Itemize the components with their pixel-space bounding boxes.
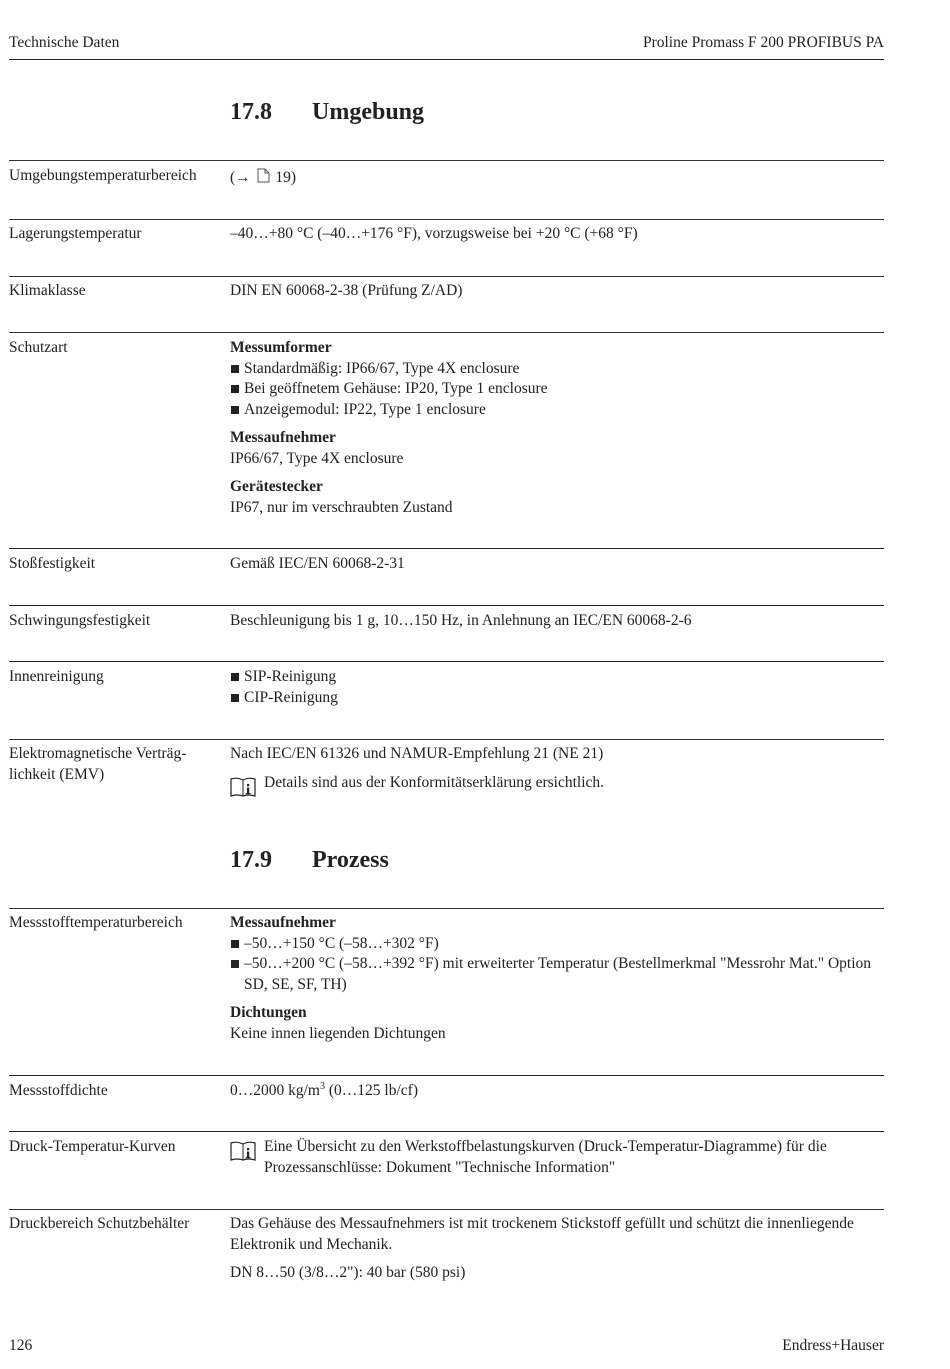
row-divider [9, 661, 884, 662]
header-doc-section: Technische Daten [9, 34, 120, 51]
row-label-stossfestigkeit: Stoßfestigkeit [9, 555, 96, 572]
page-number: 126 [9, 1337, 33, 1354]
subheading-messumformer: Messumformer [230, 339, 332, 356]
row-label-druck-temperatur-kurven: Druck-Temperatur-Kurven [9, 1138, 176, 1155]
row-label-schutzart: Schutzart [9, 339, 68, 356]
row-value-druck-temperatur-kurven [230, 1137, 890, 1178]
book-info-icon [230, 776, 256, 797]
row-value-druckbereich-schutzbehaelter [230, 1214, 870, 1284]
density-imperial: (0…125 lb/cf) [325, 1082, 418, 1099]
row-divider [9, 276, 884, 277]
row-value-lagerungstemperatur: –40…+80 °C (–40…+176 °F), vorzugsweise bei +20 °C (+68 °F) [230, 225, 638, 242]
row-divider [9, 739, 884, 740]
list-item: Standardmäßig: IP66/67, Type 4X enclosure [230, 359, 890, 380]
list-item: –50…+200 °C (–58…+392 °F) mit erweiterter Temperatur (Bestellmerkmal "Messrohr Mat." Option SD, SE, SF, TH) [230, 954, 890, 995]
page-reference-number: 19) [275, 169, 297, 186]
list-item: CIP-Reinigung [230, 688, 890, 709]
list-item: Bei geöffnetem Gehäuse: IP20, Type 1 enclosure [230, 379, 890, 400]
row-divider [9, 548, 884, 549]
text-messaufnehmer: IP66/67, Type 4X enclosure [230, 449, 404, 467]
paragraph: Das Gehäuse des Messaufnehmers ist mit trockenem Stickstoff gefüllt und schützt die innenliegende Elektronik und Mechanik. [230, 1215, 854, 1253]
row-value-schutzart [230, 338, 890, 518]
row-value-messstoffdichte [230, 1081, 890, 1102]
subheading-dichtungen: Dichtungen [230, 1004, 307, 1021]
row-value-klimaklasse: DIN EN 60068-2-38 (Prüfung Z/AD) [230, 282, 463, 299]
row-value-schwingungsfestigkeit: Beschleunigung bis 1 g, 10…150 Hz, in Anlehnung an IEC/EN 60068-2-6 [230, 612, 692, 629]
list-item: SIP-Reinigung [230, 667, 890, 688]
header-product-name: Proline Promass F 200 PROFIBUS PA [642, 34, 884, 51]
row-divider [9, 332, 884, 333]
section-title: Prozess [312, 847, 389, 873]
label-line: lichkeit (EMV) [9, 765, 105, 783]
section-number: 17.8 [230, 99, 272, 125]
subheading-messaufnehmer: Messaufnehmer [230, 914, 336, 931]
list-item: Anzeigemodul: IP22, Type 1 enclosure [230, 400, 890, 421]
row-divider [9, 1209, 884, 1210]
note-text: Details sind aus der Konformitätserklärung ersichtlich. [264, 773, 605, 791]
emv-standard: Nach IEC/EN 61326 und NAMUR-Empfehlung 21 (NE 21) [230, 745, 604, 762]
row-label-schwingungsfestigkeit: Schwingungsfestigkeit [9, 612, 151, 629]
density-metric: 0…2000 kg/m [230, 1082, 320, 1099]
section-title: Umgebung [312, 99, 425, 125]
row-label-klimaklasse: Klimaklasse [9, 282, 86, 299]
row-value-stossfestigkeit: Gemäß IEC/EN 60068-2-31 [230, 555, 405, 572]
header-divider [9, 59, 884, 60]
section-number: 17.9 [230, 847, 272, 873]
text-geraetestecker: IP67, nur im verschraubten Zustand [230, 498, 453, 516]
text-dichtungen: Keine innen liegenden Dichtungen [230, 1024, 446, 1042]
row-value-umgebungstemperaturbereich [230, 168, 890, 189]
subheading-geraetestecker: Gerätestecker [230, 478, 323, 495]
row-divider [9, 605, 884, 606]
row-label-umgebungstemperaturbereich: Umgebungstemperaturbereich [9, 167, 197, 184]
label-line: Elektromagnetische Verträg- [9, 745, 187, 762]
row-divider [9, 1131, 884, 1132]
row-divider [9, 908, 884, 909]
row-value-emv [230, 744, 890, 793]
info-note [230, 773, 890, 794]
row-label-lagerungstemperatur: Lagerungstemperatur [9, 225, 142, 242]
row-label-messstoffdichte: Messstoffdichte [9, 1082, 108, 1099]
list-item: –50…+150 °C (–58…+302 °F) [230, 934, 890, 955]
book-info-icon [230, 1140, 256, 1161]
row-divider [9, 219, 884, 220]
page-reference-icon [257, 168, 270, 183]
row-label-innenreinigung: Innenreinigung [9, 668, 104, 685]
superscript: 3 [320, 1080, 325, 1092]
subheading-messaufnehmer: Messaufnehmer [230, 429, 336, 446]
paragraph: DN 8…50 (3/8…2"): 40 bar (580 psi) [230, 1264, 466, 1281]
section-heading-umgebung [230, 97, 424, 127]
footer-brand: Endress+Hauser [782, 1337, 884, 1354]
row-divider [9, 160, 884, 161]
note-text: Eine Übersicht zu den Werkstoffbelastungskurven (Druck-Temperatur-Diagramme) für die Prozessanschlüsse: Dokument "Technische Information" [264, 1138, 827, 1176]
row-value-innenreinigung [230, 667, 890, 708]
row-label-emv [9, 744, 219, 785]
row-label-messstofftemperaturbereich: Messstofftemperaturbereich [9, 914, 183, 931]
row-divider [9, 1075, 884, 1076]
row-value-messstofftemperaturbereich [230, 913, 890, 1044]
row-label-druckbereich-schutzbehaelter: Druckbereich Schutzbehälter [9, 1215, 190, 1232]
section-heading-prozess [230, 845, 389, 875]
cross-ref-arrow: (→ [230, 169, 251, 186]
info-note [230, 1137, 884, 1178]
